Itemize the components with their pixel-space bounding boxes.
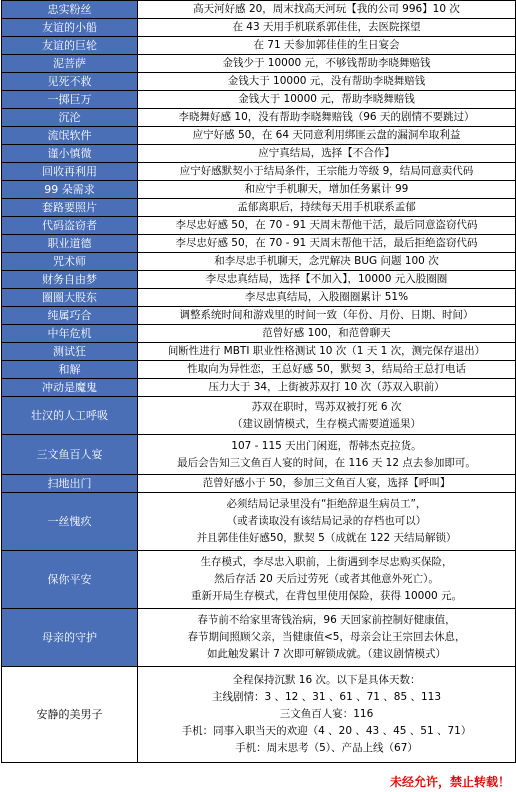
achievement-condition (138, 475, 516, 493)
condition-line: 李晓舞好感 10，没有帮助李晓舞赔钱（96 天的剧情不要跳过） (178, 111, 475, 123)
achievement-condition (138, 37, 516, 55)
condition-line: 性取向为异性恋，王总好感 50，默契 3，结局给王总打电话 (187, 363, 466, 375)
achievement-condition (138, 109, 516, 127)
achievement-condition (138, 145, 516, 163)
table-row (2, 435, 516, 475)
table-row (2, 163, 516, 181)
table-row (2, 361, 516, 379)
condition-line: 李尽忠好感 50，在 70 - 91 天周末帮他干活，最后拒绝盗窃代码 (175, 237, 478, 249)
condition-line: 范曾好感 100，和范曾聊天 (262, 327, 391, 339)
achievement-condition (138, 325, 516, 343)
achievement-name: 扫地出门 (2, 475, 138, 493)
table-row (2, 217, 516, 235)
achievement-table-body (2, 1, 516, 763)
condition-line: 三文鱼百人宴：116 (279, 708, 374, 720)
condition-line: 金钱少于 10000 元，不够钱帮助李晓舞赔钱 (222, 57, 431, 69)
achievement-table (1, 0, 516, 763)
condition-line: 如此触发累计 7 次即可解锁成就。（建议剧情模式） (206, 648, 447, 660)
achievement-condition (138, 19, 516, 37)
condition-line: 孟郁离职后，持续每天用手机联系孟郁 (237, 201, 416, 213)
achievement-condition (138, 127, 516, 145)
achievement-condition (138, 343, 516, 361)
achievement-condition (138, 55, 516, 73)
condition-line: 应宁好感默契小于结局条件，王宗能力等级 9，结局同意卖代码 (179, 165, 474, 177)
condition-line: 在 71 天参加郭佳佳的生日宴会 (253, 39, 400, 51)
achievement-name: 谨小慎微 (2, 145, 138, 163)
achievement-name: 流氓软件 (2, 127, 138, 145)
table-row (2, 379, 516, 397)
achievement-name: 壮汉的人工呼吸 (2, 397, 138, 435)
achievement-name: 一丝愧疚 (2, 493, 138, 551)
achievement-name: 测试狂 (2, 343, 138, 361)
condition-line: 李尽忠真结局，选择【不加入】，10000 元入股圈圈 (205, 273, 448, 285)
condition-line: 手机：周末思考（5）、产品上线（67） (235, 742, 418, 754)
achievement-condition (138, 181, 516, 199)
achievement-name: 友谊的小船 (2, 19, 138, 37)
condition-line: 和应宁手机聊天，增加任务累计 99 (244, 183, 409, 195)
table-row (2, 325, 516, 343)
achievement-condition (138, 1, 516, 19)
condition-line: 苏双在职时，骂苏双被打死 6 次 (251, 400, 402, 413)
table-row (2, 271, 516, 289)
condition-line: 金钱大于 10000 元，没有帮助李晓舞赔钱 (227, 75, 426, 87)
achievement-condition (138, 397, 516, 435)
achievement-condition (138, 253, 516, 271)
achievement-name: 咒术师 (2, 253, 138, 271)
achievement-condition (138, 271, 516, 289)
table-row (2, 181, 516, 199)
achievement-name: 职业道德 (2, 235, 138, 253)
condition-line: 应宁好感 50，在 64 天同意利用绑匪云盘的漏洞牟取利益 (192, 129, 461, 141)
condition-line: 春节期间照顾父亲，当健康值<5，母亲会让王宗回去休息， (187, 631, 466, 643)
achievement-name: 三文鱼百人宴 (2, 435, 138, 475)
condition-line: 应宁真结局，选择【不合作】 (258, 147, 395, 159)
achievement-condition (138, 609, 516, 667)
achievement-name: 套路要照片 (2, 199, 138, 217)
achievement-name: 一掷巨万 (2, 91, 138, 109)
condition-line: （建议剧情模式，生存模式需要道遥果） (232, 417, 421, 430)
table-row (2, 145, 516, 163)
table-row (2, 397, 516, 435)
achievement-name: 中年危机 (2, 325, 138, 343)
achievement-name: 见死不救 (2, 73, 138, 91)
table-row (2, 493, 516, 551)
table-row (2, 199, 516, 217)
achievement-name: 保你平安 (2, 551, 138, 609)
table-row (2, 37, 516, 55)
condition-line: 高天河好感 20，周末找高天河玩【我的公司 996】10 次 (193, 3, 460, 15)
achievement-name: 圈圈大股东 (2, 289, 138, 307)
condition-line: 李尽忠真结局，入股圈圈累计 51% (244, 291, 409, 303)
table-row (2, 551, 516, 609)
achievement-name: 财务自由梦 (2, 271, 138, 289)
achievement-name: 代码盗窃者 (2, 217, 138, 235)
achievement-name: 回收再利用 (2, 163, 138, 181)
condition-line: 生存模式，李尽忠入职前，上街遇到李尽忠购买保险， (200, 556, 453, 568)
achievement-name: 和解 (2, 361, 138, 379)
achievement-name: 沉沦 (2, 109, 138, 127)
table-row (2, 253, 516, 271)
condition-line: 主线剧情：3 、12 、31 、61 、71 、85 、113 (211, 691, 442, 703)
achievement-name: 安静的美男子 (2, 667, 138, 763)
condition-line: 最后会告知三文鱼百人宴的时间，在 116 天 12 点去参加即可。 (177, 456, 476, 469)
achievement-condition (138, 379, 516, 397)
achievement-condition (138, 199, 516, 217)
condition-line: 全程保持沉默 16 次。以下是具体天数： (232, 674, 421, 686)
achievement-name: 泥菩萨 (2, 55, 138, 73)
condition-line: 和李尽忠手机聊天，念咒解决 BUG 问题 100 次 (214, 255, 439, 267)
achievement-name: 友谊的巨轮 (2, 37, 138, 55)
table-row (2, 235, 516, 253)
table-row (2, 109, 516, 127)
achievement-condition (138, 493, 516, 551)
table-row (2, 91, 516, 109)
condition-line: 春节前不给家里寄钱治病，96 天回家前控制好健康值， (197, 614, 456, 626)
condition-line: 重新开局生存模式，在背包里使用保险，获得 10000 元。 (190, 590, 463, 602)
achievement-condition (138, 361, 516, 379)
table-row (2, 289, 516, 307)
condition-line: 107 - 115 天出门闲逛，帮韩杰克拉货。 (231, 439, 422, 452)
achievement-condition (138, 551, 516, 609)
condition-line: 在 43 天用手机联系郭佳佳，去医院探望 (232, 21, 421, 33)
achievement-condition (138, 235, 516, 253)
copyright-watermark: 未经允许，禁止转载！ (389, 775, 510, 789)
table-row (2, 609, 516, 667)
achievement-condition (138, 289, 516, 307)
condition-line: 范曾好感小于 50，参加三文鱼百人宴，选择【呼叫】 (202, 477, 451, 489)
condition-line: （或者读取没有该结局记录的存档也可以） (226, 515, 427, 527)
achievement-condition (138, 91, 516, 109)
achievement-name: 99 朵需求 (2, 181, 138, 199)
table-row (2, 73, 516, 91)
table-row (2, 55, 516, 73)
achievement-name: 母亲的守护 (2, 609, 138, 667)
achievement-condition (138, 667, 516, 763)
achievement-condition (138, 217, 516, 235)
condition-line: 李尽忠好感 50，在 70 - 91 天周末帮他干活，最后同意盗窃代码 (175, 219, 478, 231)
table-row (2, 127, 516, 145)
achievement-name: 纯属巧合 (2, 307, 138, 325)
condition-line: 调整系统时间和游戏里的时间一致（年份、月份、日期、时间） (179, 309, 474, 321)
achievement-condition (138, 435, 516, 475)
condition-line: 手机：同事入职当天的欢迎（4 、20 、43 、45 、51 、71） (181, 725, 472, 737)
achievement-name: 冲动是魔鬼 (2, 379, 138, 397)
condition-line: 压力大于 34，上街被苏双打 10 次（苏双入职前） (208, 381, 445, 393)
achievement-name: 忠实粉丝 (2, 1, 138, 19)
condition-line: 然后存活 20 天后过劳死（或者其他意外死亡）。 (214, 573, 439, 585)
table-row (2, 307, 516, 325)
table-row (2, 1, 516, 19)
table-row (2, 343, 516, 361)
condition-line: 间断性进行 MBTI 职业性格测试 10 次（1 天 1 次，测完保存退出） (167, 345, 486, 357)
condition-line: 金钱大于 10000 元，帮助李晓舞赔钱 (238, 93, 415, 105)
table-row (2, 19, 516, 37)
table-row (2, 475, 516, 493)
condition-line: 并且郭佳佳好感50，默契 5（成就在 122 天结局解锁） (196, 532, 457, 544)
condition-line: 必须结局记录里没有“拒绝辞退生病员工”， (226, 498, 427, 510)
table-row (2, 667, 516, 763)
achievement-condition (138, 307, 516, 325)
achievement-condition (138, 163, 516, 181)
achievement-condition (138, 73, 516, 91)
